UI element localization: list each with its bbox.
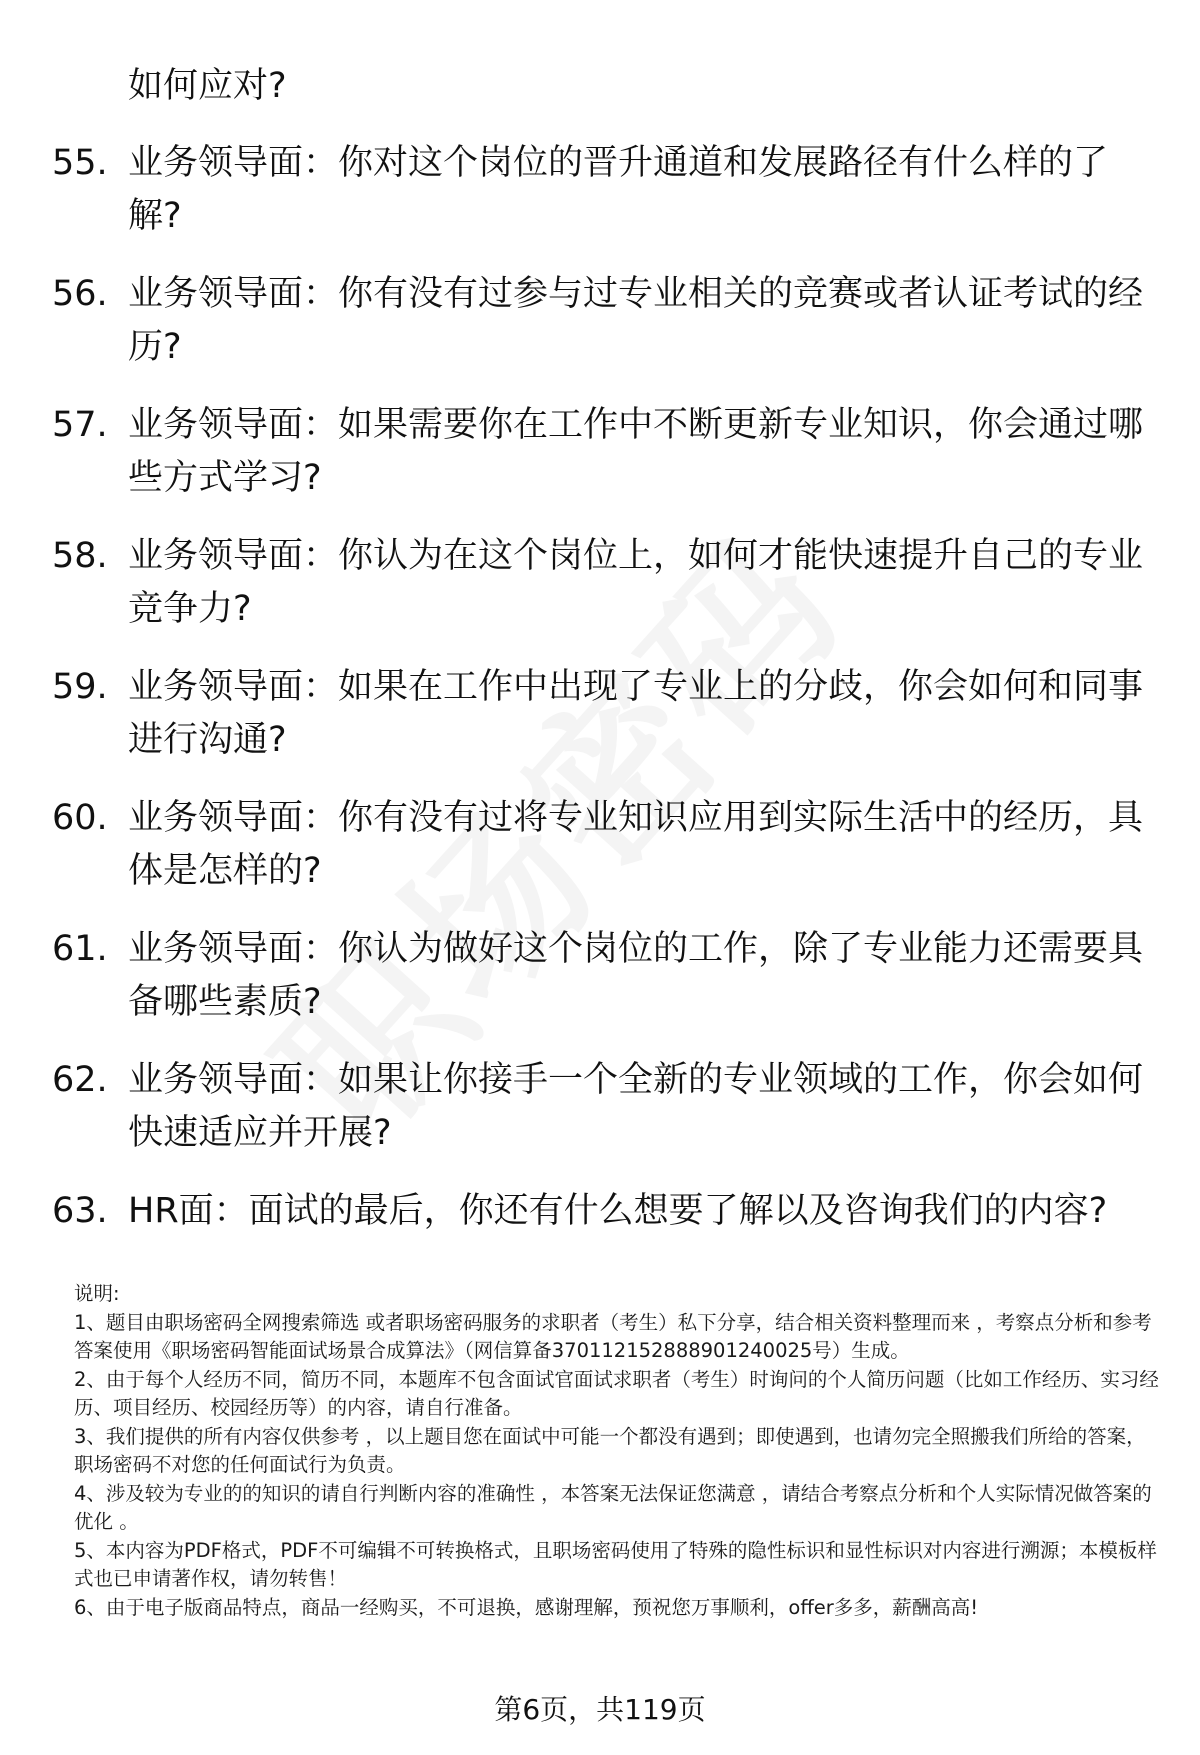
page-footer: 第6页，共119页 bbox=[494, 1693, 706, 1726]
note-item: 3、我们提供的所有内容仅供参考 ，以上题目您在面试中可能一个都没有遇到；即使遇到，也请勿完全照搬我们所给的答案，职场密码不对您的任何面试行为负责。 bbox=[74, 1424, 1146, 1476]
question-text: HR面：面试的最后，你还有什么想要了解以及咨询我们的内容? bbox=[128, 1191, 1108, 1231]
question-item bbox=[52, 399, 1162, 505]
notes-section bbox=[74, 1280, 1164, 1622]
question-text: 业务领导面：如果在工作中出现了专业上的分歧，你会如何和同事进行沟通? bbox=[128, 667, 1144, 760]
question-text: 业务领导面：你有没有过参与过专业相关的竞赛或者认证考试的经历? bbox=[128, 274, 1144, 367]
question-number: 55. bbox=[52, 143, 108, 183]
question-number: 56. bbox=[52, 274, 108, 314]
question-number: 61. bbox=[52, 929, 108, 969]
question-text: 业务领导面：你认为在这个岗位上，如何才能快速提升自己的专业竞争力? bbox=[128, 536, 1144, 629]
question-text: 业务领导面：如果让你接手一个全新的专业领域的工作，你会如何快速适应并开展? bbox=[128, 1060, 1144, 1153]
question-item bbox=[52, 792, 1162, 898]
question-text: 业务领导面：你有没有过将专业知识应用到实际生活中的经历，具体是怎样的? bbox=[128, 798, 1144, 891]
question-number: 60. bbox=[52, 798, 108, 838]
question-text: 业务领导面：你对这个岗位的晋升通道和发展路径有什么样的了解? bbox=[128, 143, 1109, 236]
note-item: 4、涉及较为专业的的知识的请自行判断内容的准确性 ，本答案无法保证您满意 ，请结合考察点分析和个人实际情况做答案的优化 。 bbox=[74, 1481, 1152, 1533]
question-text: 业务领导面：你认为做好这个岗位的工作，除了专业能力还需要具备哪些素质? bbox=[128, 929, 1144, 1022]
question-number: 59. bbox=[52, 667, 108, 707]
question-item bbox=[52, 268, 1162, 374]
question-item bbox=[52, 137, 1162, 243]
question-item bbox=[52, 923, 1162, 1029]
question-number: 57. bbox=[52, 405, 108, 445]
note-item: 1、题目由职场密码全网搜索筛选 或者职场密码服务的求职者（考生）私下分享，结合相关资料整理而来 ，考察点分析和参考答案使用《职场密码智能面试场景合成算法》（网信算备370112152888901240025号）生成。 bbox=[74, 1310, 1152, 1362]
question-number: 62. bbox=[52, 1060, 108, 1100]
question-item bbox=[52, 530, 1162, 636]
note-item: 6、由于电子版商品特点，商品一经购买，不可退换，感谢理解，预祝您万事顺利，offer多多，薪酬高高! bbox=[74, 1595, 979, 1619]
question-item bbox=[52, 1054, 1162, 1160]
note-item: 2、由于每个人经历不同，简历不同，本题库不包含面试官面试求职者（考生）时询问的个人简历问题（比如工作经历、实习经历、项目经历、校园经历等）的内容，请自行准备。 bbox=[74, 1367, 1159, 1419]
question-item bbox=[52, 661, 1162, 767]
question-number: 63. bbox=[52, 1191, 108, 1231]
question-continuation: 如何应对? bbox=[128, 66, 287, 106]
notes-title: 说明: bbox=[74, 1282, 120, 1305]
question-number: 58. bbox=[52, 536, 108, 576]
question-text: 业务领导面：如果需要你在工作中不断更新专业知识，你会通过哪些方式学习? bbox=[128, 405, 1144, 498]
question-item bbox=[52, 1185, 1162, 1238]
note-item: 5、本内容为PDF格式，PDF不可编辑不可转换格式，且职场密码使用了特殊的隐性标识和显性标识对内容进行溯源；本模板样式也已申请著作权，请勿转售！ bbox=[74, 1538, 1157, 1590]
